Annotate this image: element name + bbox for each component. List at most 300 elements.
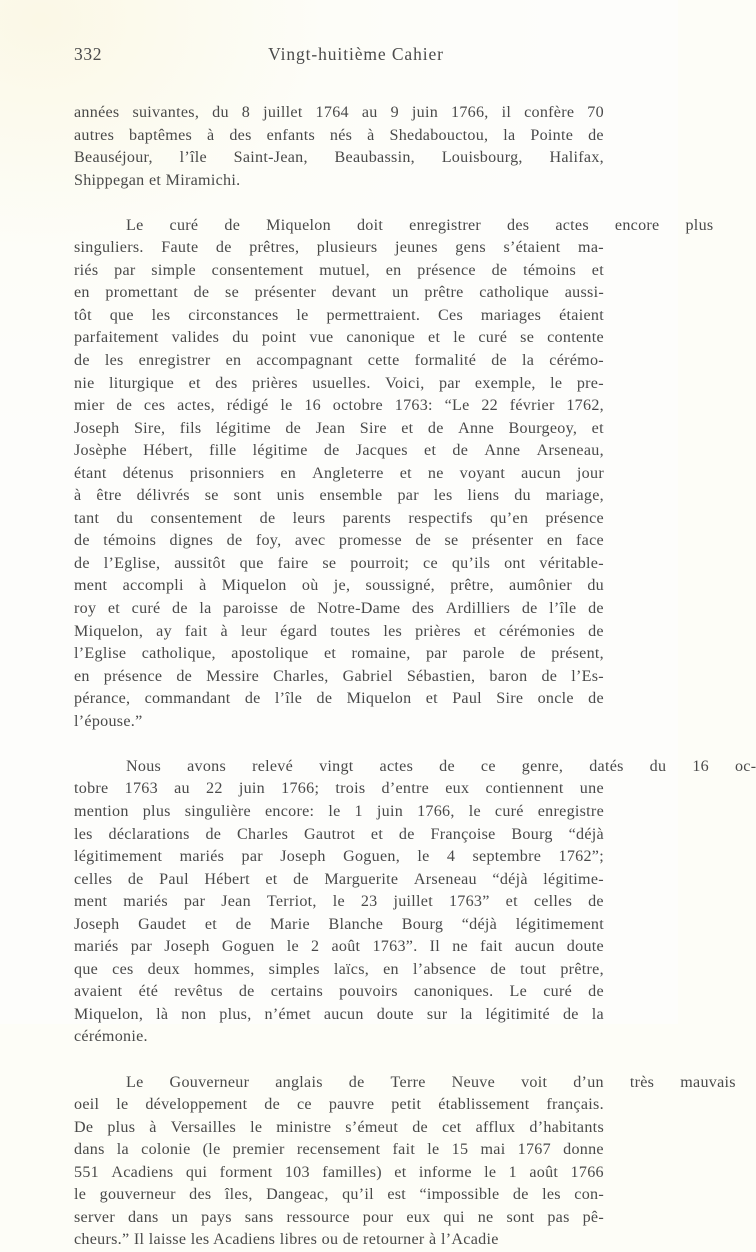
word: cet (441, 1118, 462, 1136)
word: avaient (74, 983, 123, 1001)
word: l’île (549, 600, 577, 618)
text-line (74, 801, 604, 824)
word: les (542, 1186, 561, 1204)
word: baron (489, 667, 528, 685)
word: pourroit; (350, 554, 410, 572)
word: déclarations (108, 825, 190, 843)
word: le (280, 397, 293, 415)
word: aucun (521, 464, 561, 482)
word: curé (169, 216, 199, 234)
word: un (392, 284, 409, 302)
paragraph-spacer (74, 733, 604, 756)
word: des (215, 374, 238, 392)
word: de (226, 532, 243, 550)
word: 4 (446, 848, 456, 866)
text-line (74, 418, 604, 441)
word: oc- (734, 757, 756, 775)
running-head-title: Vingt-huitième Cahier (268, 44, 444, 64)
text-line (74, 282, 604, 305)
word: prières (415, 622, 461, 640)
word: 1762”; (558, 848, 604, 866)
word: aumônier (509, 577, 573, 595)
word: est (387, 1186, 407, 1204)
word: de (224, 216, 241, 234)
word: et (370, 825, 384, 843)
word: de (74, 352, 90, 370)
word: 1763 (124, 780, 158, 798)
word: présence (417, 261, 476, 279)
word: petit (391, 1096, 422, 1114)
word: contiennent (485, 780, 564, 798)
word: Halifax, (549, 149, 604, 167)
word: celles (74, 870, 113, 888)
word: de (562, 1005, 579, 1023)
word: pérance, (74, 690, 131, 708)
word: faire (277, 554, 309, 572)
word: “déjà (461, 915, 498, 933)
word: la (522, 352, 535, 370)
word: oncle (537, 690, 574, 708)
word: 1763: (394, 397, 433, 415)
word: ay (156, 622, 172, 640)
word: en (74, 667, 90, 685)
word: du (116, 509, 134, 527)
word: à (199, 577, 207, 595)
word: mariages (480, 306, 542, 324)
word: mention (74, 802, 129, 820)
text-line (74, 1139, 604, 1162)
word: de (415, 532, 432, 550)
word: sont (233, 487, 262, 505)
word: juin (238, 780, 265, 798)
word: Le (509, 983, 528, 1001)
word: Arseneau, (536, 442, 604, 460)
word: Faute (161, 239, 199, 257)
word: à (149, 1118, 157, 1136)
text-line (74, 1184, 604, 1207)
word: Sire (359, 419, 387, 437)
word: mauvais (680, 1073, 736, 1091)
text-line (74, 440, 604, 463)
word: “déjà (568, 825, 604, 843)
word: usuelles. (312, 374, 371, 392)
word: Paul (452, 690, 482, 708)
word: 22 (481, 397, 498, 415)
word: par (114, 261, 136, 279)
word: actes, (177, 397, 215, 415)
word: de (520, 645, 536, 663)
word: exemple, (474, 374, 536, 392)
word: par (397, 487, 419, 505)
word: prisonniers (189, 464, 265, 482)
word: recensement (296, 1141, 381, 1159)
word: le (328, 802, 341, 820)
word: de (285, 419, 302, 437)
word: de (588, 690, 604, 708)
word: n’émet (264, 1005, 311, 1023)
text-line (74, 981, 604, 1004)
word: en (383, 960, 399, 978)
text-line (74, 575, 604, 598)
word: simple (151, 261, 196, 279)
word: “impossible (419, 1186, 500, 1204)
word: par (439, 374, 461, 392)
word: pê- (582, 1208, 604, 1226)
word: présence (545, 509, 604, 527)
word: colonie (141, 1141, 191, 1159)
text-line: Shippegan et Miramichi. (74, 171, 241, 189)
word: juin (376, 802, 404, 820)
word: en (385, 261, 402, 279)
word: des (229, 126, 252, 144)
word: Nous (126, 757, 162, 775)
word: Il (429, 938, 441, 956)
word: parents (342, 509, 392, 527)
paragraph-spacer (74, 192, 604, 215)
word: et (591, 261, 604, 279)
text-line (74, 756, 756, 779)
word: à (74, 487, 82, 505)
word: informe (418, 1163, 472, 1181)
word: se (520, 329, 535, 347)
word: genre, (521, 757, 564, 775)
word: les (104, 352, 124, 370)
word: Hébert, (143, 442, 193, 460)
word: enregistrer (138, 352, 211, 370)
word: accompli (122, 577, 184, 595)
text-line (74, 936, 604, 959)
word: aussitôt (174, 554, 226, 572)
word: sont (506, 1208, 535, 1226)
word: Miquelon, (74, 622, 144, 640)
word: mariés (179, 848, 225, 866)
word: paroisse (223, 600, 279, 618)
word: baptêmes (129, 126, 193, 144)
word: 2 (311, 938, 320, 956)
word: nie (74, 374, 95, 392)
word: de (205, 825, 222, 843)
word: mier (74, 397, 105, 415)
word: du (232, 329, 249, 347)
word: deux (147, 960, 180, 978)
word: Ces (438, 306, 464, 324)
word: Joseph (280, 848, 326, 866)
word: ce (297, 1096, 312, 1114)
word: 1767 (517, 1141, 551, 1159)
word: 1762, (566, 397, 604, 415)
word: de (176, 667, 193, 685)
word: qu’en (490, 509, 529, 527)
word: foy, (255, 532, 282, 550)
word: au (174, 780, 190, 798)
word: doit (356, 216, 384, 234)
word: fait (480, 938, 503, 956)
word: respectifs (408, 509, 473, 527)
word: Marguerite (324, 870, 399, 888)
word: apostolique (231, 645, 309, 663)
word: qui (185, 1163, 208, 1181)
word: point (261, 329, 297, 347)
word: roy (74, 600, 97, 618)
word: 15 (451, 1141, 469, 1159)
word: Anne (458, 419, 495, 437)
word: il (501, 104, 512, 121)
word: et (265, 870, 278, 888)
word: autres (74, 126, 115, 144)
word: 1 (508, 1163, 517, 1181)
word: liturgique (109, 374, 175, 392)
word: été (138, 983, 159, 1001)
word: 70 (587, 104, 604, 121)
word: prêtre, (450, 577, 494, 595)
word: Gaudet (138, 915, 187, 933)
word: de (452, 442, 469, 460)
word: relevé (252, 757, 294, 775)
word: Goguen, (343, 848, 401, 866)
word: consentement (150, 509, 243, 527)
word: Terre (390, 1073, 426, 1091)
word: je, (333, 577, 351, 595)
word: et (401, 419, 414, 437)
word: février (509, 397, 555, 415)
word: prières (252, 374, 298, 392)
word: qu’il (342, 1186, 374, 1204)
word: aussi- (564, 284, 604, 302)
word: oeil (74, 1096, 100, 1114)
word: ces (143, 397, 166, 415)
word: circonstances (188, 306, 279, 324)
text-line (74, 373, 604, 396)
word: les (383, 622, 403, 640)
word: eux (445, 780, 470, 798)
word: de (588, 983, 604, 1001)
word: 1 (354, 802, 363, 820)
word: fils (179, 419, 202, 437)
word: Dangeac, (266, 1186, 329, 1204)
word: Arseneau (413, 870, 477, 888)
word: catholique, (141, 645, 216, 663)
word: tobre (74, 780, 109, 798)
word: 551 (74, 1163, 99, 1181)
word: en (74, 284, 90, 302)
word: de (412, 1118, 428, 1136)
text-line (74, 237, 604, 260)
text-line (74, 485, 604, 508)
word: de (521, 600, 538, 618)
word: eux (406, 1208, 431, 1226)
word: la (460, 1005, 473, 1023)
word: Le (126, 1073, 144, 1091)
word: par (130, 938, 153, 956)
word: années (74, 104, 120, 121)
word: prêtre, (560, 960, 604, 978)
word: les (151, 306, 171, 324)
word: permettraient. (326, 306, 421, 324)
word: le (286, 938, 299, 956)
word: de (116, 397, 133, 415)
word: le (417, 848, 430, 866)
word: mutuel, (319, 261, 370, 279)
word: fille (209, 442, 237, 460)
word: 22 (206, 780, 223, 798)
word: Bourgeoy, (508, 419, 578, 437)
text-line (74, 959, 604, 982)
word: Notre-Dame (317, 600, 401, 618)
word: de (491, 261, 508, 279)
word: plus, (219, 1005, 252, 1023)
word: actes (379, 757, 414, 775)
word: Blanche (328, 915, 384, 933)
word: et (323, 645, 337, 663)
word: premier (232, 1141, 285, 1159)
text-line (74, 891, 604, 914)
word: légitime (215, 419, 271, 437)
word: avons (187, 757, 227, 775)
word: légitime- (543, 870, 604, 888)
word: de (588, 622, 604, 640)
word: cérémo- (549, 352, 604, 370)
word: d’entre (381, 780, 430, 798)
word: que (239, 554, 264, 572)
word: à (206, 126, 215, 144)
word: actes (555, 216, 589, 234)
word: le (453, 329, 466, 347)
text-line (74, 824, 604, 847)
word: légitimement (515, 915, 604, 933)
word: Joseph (74, 915, 120, 933)
word: leurs (292, 509, 326, 527)
word: et (399, 464, 412, 482)
word: 9 (390, 104, 399, 121)
word: unis (276, 487, 305, 505)
word: revêtus (174, 983, 223, 1001)
word: un (171, 1208, 189, 1226)
word: de (439, 757, 455, 775)
word: septembre (472, 848, 542, 866)
word: présenter (254, 284, 317, 302)
word: de (490, 960, 507, 978)
paragraph-4 (74, 1049, 736, 1252)
word: afflux (475, 1118, 516, 1136)
word: 1766, (451, 104, 489, 121)
word: délivrés (136, 487, 190, 505)
word: Jacques (355, 442, 408, 460)
word: de (512, 1186, 529, 1204)
word: Gouverneur (169, 1073, 250, 1091)
word: 8 (241, 104, 251, 121)
word: établissement (438, 1096, 530, 1114)
word: voyant (459, 464, 506, 482)
word: mariés (74, 938, 119, 956)
text-line: cheurs.” Il laisse les Acadiens libres ou de retourner à l’Acadie (74, 1231, 499, 1249)
word: la (591, 1005, 604, 1023)
word: les (74, 825, 93, 843)
text-line (74, 350, 604, 373)
word: Gabriel (342, 667, 393, 685)
word: des (411, 600, 435, 618)
word: très (629, 1073, 655, 1091)
text-line (74, 147, 604, 170)
word: Pointe (530, 126, 574, 144)
word: 1766, (417, 802, 455, 820)
word: en (546, 532, 563, 550)
word: par (425, 645, 448, 663)
word: une (579, 780, 604, 798)
word: de (588, 893, 604, 911)
word: à (220, 622, 228, 640)
word: 1763”. (372, 938, 418, 956)
text-line (74, 1162, 604, 1185)
word: doute (376, 1005, 414, 1023)
word: étant (74, 464, 107, 482)
word: pas (547, 1208, 570, 1226)
word: Beauséjour, (74, 149, 153, 167)
word: (le (202, 1141, 221, 1159)
word: Hébert (204, 870, 250, 888)
word: singuliers. (74, 239, 144, 257)
word: l’Eglise, (103, 554, 161, 572)
word: laïcs, (333, 960, 370, 978)
word: gouverneur (99, 1186, 176, 1204)
word: pouvoirs (339, 983, 398, 1001)
word: tant (74, 509, 100, 527)
word: fait (392, 1141, 416, 1159)
word: août (529, 1163, 559, 1181)
word: datés (589, 757, 624, 775)
word: enregistrer (409, 216, 482, 234)
text-line (74, 1004, 604, 1027)
word: ministre (276, 1118, 332, 1136)
word: Bourg (401, 915, 444, 933)
word: et (505, 893, 518, 911)
text-line (74, 305, 604, 328)
word: véritable- (539, 554, 604, 572)
word: aucun (514, 938, 555, 956)
word: Ardilliers (445, 600, 511, 618)
word: mai (480, 1141, 506, 1159)
word: pauvre (328, 1096, 375, 1114)
word: fait (184, 622, 208, 640)
word: et (428, 329, 441, 347)
text-line (74, 1094, 604, 1117)
word: pour (362, 1208, 394, 1226)
word: Versailles (170, 1118, 237, 1136)
word: de (264, 1096, 281, 1114)
word: Shedabouctou, (389, 126, 489, 144)
word: de (193, 284, 210, 302)
text-line (74, 1117, 604, 1140)
word: Neuve (451, 1073, 496, 1091)
text-line (74, 914, 604, 937)
word: plus (685, 216, 714, 234)
word: et (188, 374, 201, 392)
word: en (225, 352, 242, 370)
word: contente (547, 329, 604, 347)
word: et (425, 690, 438, 708)
page-text-block (74, 44, 756, 1252)
word: de (172, 600, 188, 618)
word: de (316, 690, 333, 708)
word: Josèphe (74, 442, 127, 460)
word: “Le (444, 397, 470, 415)
word: Charles (237, 825, 289, 843)
word: se (322, 554, 337, 572)
word: voit (521, 1073, 548, 1091)
word: de (74, 532, 90, 550)
word: l’Es- (571, 667, 604, 685)
word: singulière (184, 802, 251, 820)
word: s’étaient (503, 239, 561, 257)
